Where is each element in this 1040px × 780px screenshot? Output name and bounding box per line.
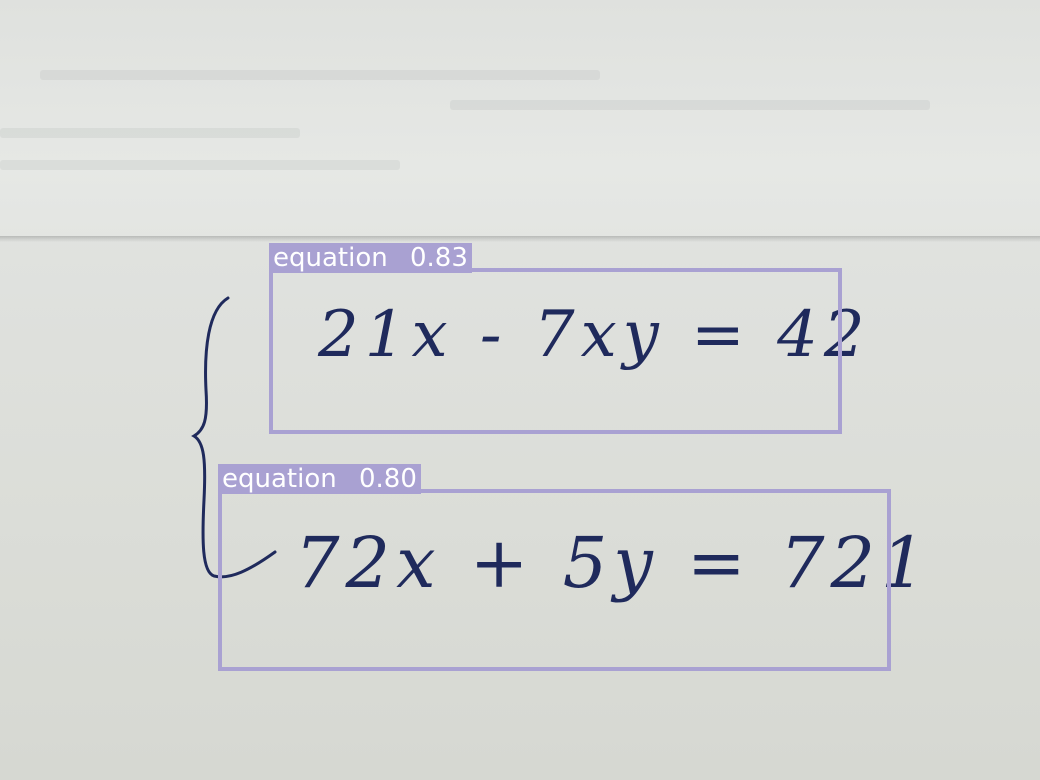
detection-class-name: equation xyxy=(273,243,388,273)
detection-score: 0.83 xyxy=(409,243,468,273)
detection-class-name: equation xyxy=(222,464,337,494)
detection-box-1 xyxy=(269,268,842,434)
equation-1-handwriting: 21x - 7xy = 42 xyxy=(318,298,871,372)
faint-print-line xyxy=(450,100,930,110)
upper-paper-sheet xyxy=(0,0,1040,240)
paper-fold-edge xyxy=(0,236,1040,242)
detection-box-2 xyxy=(218,489,891,671)
equation-2-handwriting: 72x + 5y = 721 xyxy=(295,522,932,604)
detection-score: 0.80 xyxy=(358,464,417,494)
faint-print-line xyxy=(0,128,300,138)
faint-print-line xyxy=(40,70,600,80)
detection-label-2 xyxy=(218,464,421,494)
faint-print-line xyxy=(0,160,400,170)
detection-label-1 xyxy=(269,243,472,273)
